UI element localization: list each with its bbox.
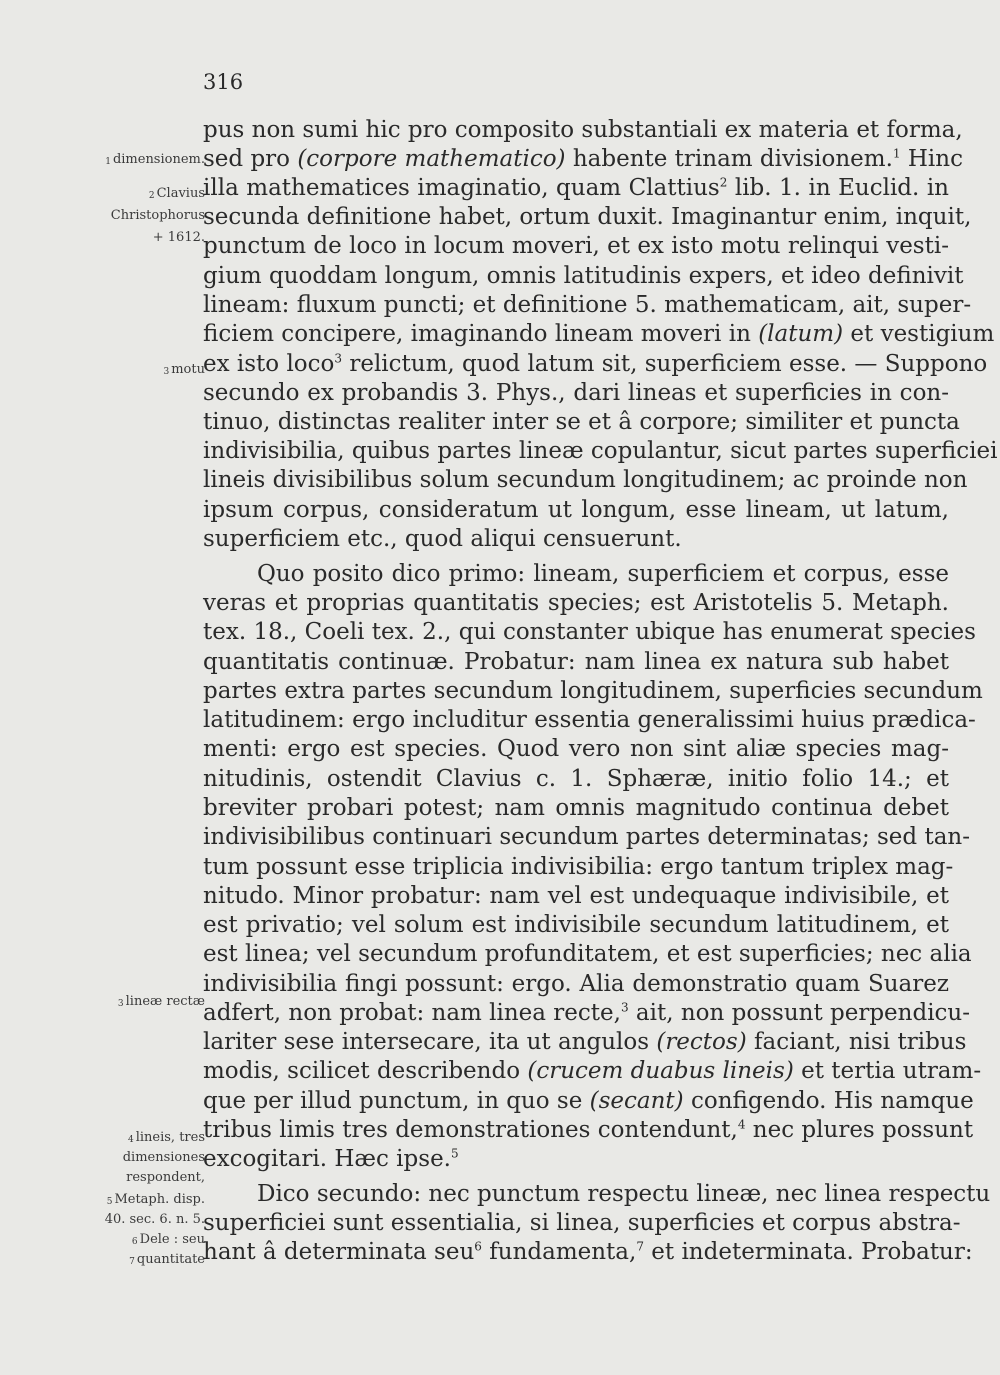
footnote-ref: 6 bbox=[474, 1239, 482, 1254]
text-segment: nec plures possunt bbox=[745, 1117, 974, 1143]
text-segment: superficiei sunt essentialia, si linea, superficies et corpus abstra- bbox=[203, 1210, 961, 1236]
text-segment: gium quoddam longum, omnis latitudinis expers, et ideo definivit bbox=[203, 263, 964, 289]
margin-note bbox=[111, 206, 205, 226]
margin-note-text: 40. sec. 6. n. 5. bbox=[104, 1212, 205, 1227]
text-segment: et tertia utram- bbox=[793, 1058, 982, 1084]
text-line bbox=[203, 560, 949, 589]
text-line bbox=[203, 1028, 967, 1057]
text-segment: Dico secundo: nec punctum respectu lineæ, nec linea respectu bbox=[257, 1181, 991, 1207]
text-line bbox=[203, 970, 949, 999]
text-line bbox=[203, 765, 949, 794]
text-segment: relictum, quod latum sit, superficiem esse. — Suppono bbox=[342, 351, 988, 377]
text-line bbox=[203, 706, 976, 735]
text-segment: est privatio; vel solum est indivisibile secundum latitudinem, et bbox=[203, 912, 949, 938]
text-line bbox=[203, 618, 976, 647]
margin-note-ref: 2 bbox=[148, 191, 155, 201]
text-segment: faciant, nisi tribus bbox=[746, 1029, 967, 1055]
margin-note-text: motu bbox=[171, 362, 205, 377]
text-line bbox=[203, 496, 949, 525]
margin-note-text: + 1612. bbox=[152, 230, 205, 245]
text-segment: veras et proprias quantitatis species; est Aristotelis 5. Metaph. bbox=[203, 590, 949, 616]
margin-note bbox=[153, 228, 205, 248]
text-segment: latitudinem: ergo includitur essentia generalissimi huius prædica- bbox=[203, 707, 976, 733]
text-segment: menti: ergo est species. Quod vero non sint aliæ species mag- bbox=[203, 736, 949, 762]
text-line bbox=[203, 1180, 991, 1209]
margin-note bbox=[105, 150, 205, 170]
text-line bbox=[203, 794, 949, 823]
text-line bbox=[203, 1087, 974, 1116]
text-segment: indivisibilibus continuari secundum partes determinatas; sed tan- bbox=[203, 824, 970, 850]
margin-note-ref: 5 bbox=[106, 1197, 113, 1207]
text-line bbox=[203, 466, 968, 495]
text-segment: ex isto loco bbox=[203, 351, 335, 377]
text-line bbox=[203, 1238, 973, 1267]
text-segment: punctum de loco in locum moveri, et ex isto motu relinqui vesti- bbox=[203, 233, 949, 259]
page-number: 316 bbox=[203, 70, 244, 94]
text-segment: lineam: fluxum puncti; et definitione 5. mathematicam, ait, super- bbox=[203, 292, 972, 318]
text-segment: ipsum corpus, consideratum ut longum, esse lineam, ut latum, bbox=[203, 497, 949, 523]
margin-note bbox=[129, 1250, 205, 1270]
text-line bbox=[203, 320, 995, 349]
text-segment: Hinc bbox=[900, 146, 963, 172]
margin-note bbox=[149, 184, 205, 204]
text-segment: secundo ex probandis 3. Phys., dari lineas et superficies in con- bbox=[203, 380, 949, 406]
text-line bbox=[203, 1209, 961, 1238]
text-segment: ait, non possunt perpendicu- bbox=[628, 1000, 971, 1026]
text-segment: breviter probari potest; nam omnis magnitudo continua debet bbox=[203, 795, 949, 821]
text-line bbox=[203, 379, 949, 408]
text-line bbox=[203, 735, 949, 764]
text-segment: lib. 1. in Euclid. in bbox=[727, 175, 949, 201]
footnote-ref: 5 bbox=[451, 1146, 459, 1161]
margin-note bbox=[123, 1148, 205, 1168]
margin-note-text: Metaph. disp. bbox=[114, 1192, 205, 1207]
text-line bbox=[203, 1116, 974, 1145]
text-line bbox=[203, 291, 972, 320]
text-segment: et vestigium bbox=[843, 321, 995, 347]
footnote-ref: 3 bbox=[334, 351, 343, 366]
text-segment: fundamenta, bbox=[481, 1239, 637, 1265]
text-line bbox=[203, 589, 949, 618]
text-segment: secunda definitione habet, ortum duxit. Imaginantur enim, inquit, bbox=[203, 204, 972, 230]
text-line bbox=[203, 882, 949, 911]
margin-note bbox=[132, 1230, 205, 1250]
text-line bbox=[203, 853, 954, 882]
emphasis: (corpore mathematico) bbox=[297, 146, 566, 172]
text-segment: tex. 18., Coeli tex. 2., qui constanter ubique has enumerat species bbox=[203, 619, 976, 645]
text-segment: sed pro bbox=[203, 146, 298, 172]
margin-note-text: dimensionem. bbox=[112, 152, 205, 167]
text-segment: pus non sumi hic pro composito substantiali ex materia et forma, bbox=[203, 117, 963, 143]
text-segment: tribus limis tres demonstrationes contendunt, bbox=[203, 1117, 738, 1143]
margin-note-text: Dele : seu bbox=[139, 1232, 205, 1247]
text-line bbox=[203, 262, 964, 291]
text-line bbox=[203, 1057, 982, 1086]
margin-note-text: dimensiones bbox=[122, 1150, 205, 1165]
text-line bbox=[203, 999, 971, 1028]
text-segment: nitudinis, ostendit Clavius c. 1. Sphæræ, initio folio 14.; et bbox=[203, 766, 949, 792]
margin-note-ref: 3 bbox=[117, 999, 124, 1009]
margin-note-text: respondent, bbox=[126, 1170, 205, 1185]
margin-note bbox=[164, 360, 206, 380]
text-segment: que per illud punctum, in quo se bbox=[203, 1088, 590, 1114]
text-segment: nitudo. Minor probatur: nam vel est undequaque indivisibile, et bbox=[203, 883, 949, 909]
margin-note bbox=[126, 1168, 205, 1188]
footnote-ref: 3 bbox=[620, 1000, 629, 1015]
margin-note bbox=[105, 1210, 205, 1230]
margin-note bbox=[128, 1128, 205, 1148]
text-line bbox=[203, 174, 949, 203]
text-segment: indivisibilia, quibus partes lineæ copulantur, sicut partes superficiei bbox=[203, 438, 998, 464]
text-line bbox=[203, 823, 970, 852]
margin-note-text: lineis, tres bbox=[135, 1130, 205, 1145]
footnote-ref: 2 bbox=[719, 175, 728, 190]
margin-note-text: quantitate bbox=[136, 1252, 205, 1267]
margin-note-text: Christophorus bbox=[110, 208, 205, 223]
text-segment: lineis divisibilibus solum secundum longitudinem; ac proinde non bbox=[203, 467, 968, 493]
text-segment: modis, scilicet describendo bbox=[203, 1058, 528, 1084]
text-line bbox=[203, 1145, 949, 1174]
text-segment: tinuo, distinctas realiter inter se et â corpore; similiter et puncta bbox=[203, 409, 960, 435]
text-line bbox=[203, 232, 949, 261]
margin-note-ref: 1 bbox=[105, 157, 111, 167]
text-line bbox=[203, 203, 972, 232]
text-segment: ficiem concipere, imaginando lineam moveri in bbox=[203, 321, 759, 347]
text-line bbox=[203, 525, 949, 554]
text-line bbox=[203, 350, 988, 379]
text-segment: superficiem etc., quod aliqui censuerunt. bbox=[203, 526, 682, 552]
text-line bbox=[203, 145, 963, 174]
text-segment: est linea; vel secundum profunditatem, et est superficies; nec alia bbox=[203, 941, 972, 967]
footnote-ref: 4 bbox=[737, 1117, 746, 1132]
text-segment: indivisibilia fingi possunt: ergo. Alia demonstratio quam Suarez bbox=[203, 971, 949, 997]
emphasis: (secant) bbox=[589, 1088, 684, 1114]
text-line bbox=[203, 911, 949, 940]
text-segment: Quo posito dico primo: lineam, superficiem et corpus, esse bbox=[257, 561, 949, 587]
margin-note-ref: 6 bbox=[131, 1237, 138, 1247]
text-segment: adfert, non probat: nam linea recte, bbox=[203, 1000, 621, 1026]
margin-note-text: Clavius bbox=[156, 186, 205, 201]
text-line bbox=[203, 677, 983, 706]
footnote-ref: 1 bbox=[892, 146, 901, 161]
margin-note bbox=[107, 1190, 205, 1210]
text-line bbox=[203, 940, 972, 969]
text-line bbox=[203, 648, 949, 677]
text-segment: excogitari. Hæc ipse. bbox=[203, 1146, 451, 1172]
margin-note-ref: 4 bbox=[127, 1135, 134, 1145]
footnote-ref: 7 bbox=[636, 1239, 644, 1254]
margin-note-ref: 3 bbox=[163, 367, 170, 377]
text-segment: illa mathematices imaginatio, quam Clattius bbox=[203, 175, 720, 201]
text-segment: partes extra partes secundum longitudinem, superficies secundum bbox=[203, 678, 983, 704]
margin-note bbox=[118, 992, 205, 1012]
text-line bbox=[203, 437, 998, 466]
text-segment: et indeterminata. Probatur: bbox=[643, 1239, 973, 1265]
margin-note-text: lineæ rectæ bbox=[125, 994, 205, 1009]
emphasis: (latum) bbox=[758, 321, 844, 347]
text-line bbox=[203, 116, 963, 145]
text-segment: quantitatis continuæ. Probatur: nam linea ex natura sub habet bbox=[203, 649, 949, 675]
margin-note-ref: 7 bbox=[129, 1257, 135, 1267]
text-segment: habente trinam divisionem. bbox=[565, 146, 893, 172]
text-segment: tum possunt esse triplicia indivisibilia: ergo tantum triplex mag- bbox=[203, 854, 954, 880]
text-segment: hant â determinata seu bbox=[203, 1239, 475, 1265]
text-line bbox=[203, 408, 960, 437]
text-segment: configendo. His namque bbox=[683, 1088, 974, 1114]
text-segment: lariter sese intersecare, ita ut angulos bbox=[203, 1029, 657, 1055]
emphasis: (crucem duabus lineis) bbox=[527, 1058, 794, 1084]
emphasis: (rectos) bbox=[656, 1029, 747, 1055]
